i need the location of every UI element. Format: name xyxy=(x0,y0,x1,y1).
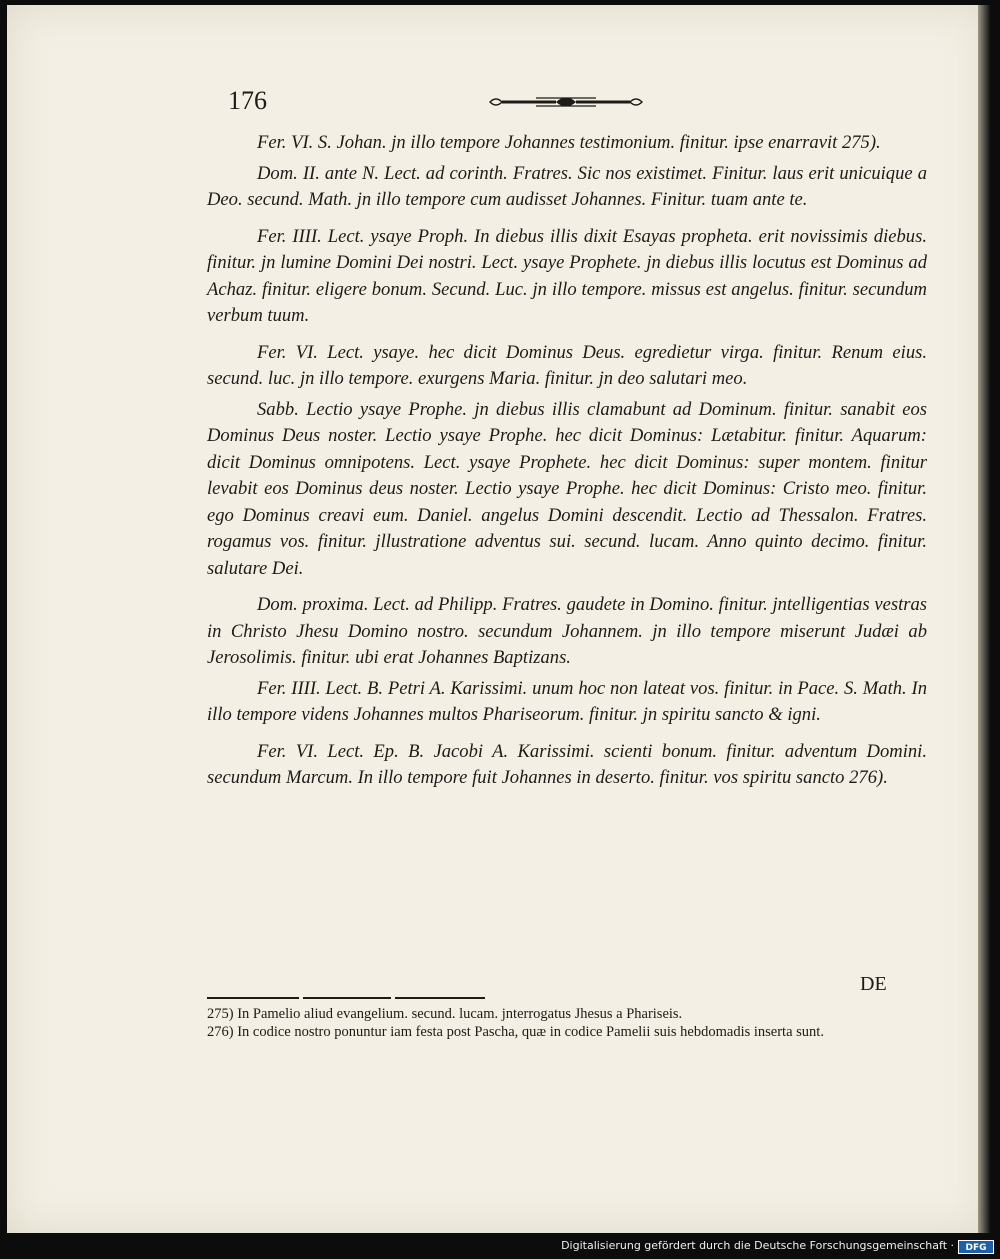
footnote: 275) In Pamelio aliud evangelium. secund. lucam. jnterrogatus Jhesus a Phariseis. xyxy=(207,1006,683,1022)
footnote: 276) In codice nostro ponuntur iam festa post Pascha, quæ in codice Pamelii suis hebdomadis inserta sunt. xyxy=(207,1024,824,1040)
header-ornament-icon xyxy=(486,92,646,112)
catchword: DE xyxy=(860,973,887,995)
footnote-rule xyxy=(207,997,299,999)
paragraph: Dom. proxima. Lect. ad Philipp. Fratres. gaudete in Domino. finitur. jntelligentias vestras in Christo Jhesu Domino nostro. secundum Johannem. jn illo tempore miserunt Judæi ab Jerosolimis. finitur. ubi erat Johannes Baptizans. xyxy=(207,594,927,668)
paragraph: Dom. II. ante N. Lect. ad corinth. Fratres. Sic nos existimet. Finitur. laus erit unicuique a Deo. secund. Math. jn illo tempore cum audisset Johannes. Finitur. tuam ante te. xyxy=(207,162,927,210)
page-edge-shadow xyxy=(978,5,990,1233)
paragraph: Fer. IIII. Lect. ysaye Proph. In diebus illis dixit Esayas propheta. erit novissimis diebus. finitur. jn lumine Domini Dei nostri. Lect. ysaye Prophete. jn diebus illis locutus est Dominus ad Achaz. finitur. eligere bonum. Secund. Luc. jn illo tempore. missus est angelus. finitur. secundum verbum tuum. xyxy=(207,225,927,326)
main-text xyxy=(207,130,927,802)
dfg-logo-icon: DFG xyxy=(958,1240,994,1254)
page-header xyxy=(228,86,908,122)
paragraph: Fer. VI. Lect. ysaye. hec dicit Dominus Deus. egredietur virga. finitur. Renum eius. secund. luc. jn illo tempore. exurgens Maria. finitur. jn deo salutari meo. xyxy=(207,341,927,389)
paragraph: Fer. VI. S. Johan. jn illo tempore Johannes testimonium. finitur. ipse enarravit 275). xyxy=(257,132,881,153)
digitization-credit: Digitalisierung gefördert durch die Deutsche Forschungsgemeinschaft · xyxy=(561,1239,954,1252)
page-number: 176 xyxy=(228,86,267,115)
footnote-rule xyxy=(303,997,391,999)
footnote-rule xyxy=(395,997,485,999)
paragraph: Fer. IIII. Lect. B. Petri A. Karissimi. unum hoc non lateat vos. finitur. in Pace. S. Math. In illo tempore videns Johannes multos Phariseorum. finitur. jn spiritu sancto & igni. xyxy=(207,677,927,725)
paragraph: Sabb. Lectio ysaye Prophe. jn diebus illis clamabunt ad Dominum. finitur. sanabit eos Dominus Deus noster. Lectio ysaye Prophe. hec dicit Dominus: Lætabitur. finitur. Aquarum: dicit Dominus omnipotens. Lect. ysaye Prophete. hec dicit Dominus: super montem. finitur levabit eos Dominus deus noster. Lectio ysaye Prophe. hec dicit Dominus: Cristo meo. finitur. ego Dominus creavi eum. Daniel. angelus Domini descendit. Lectio ad Thessalon. Fratres. rogamus vos. finitur. jllustratione adventus sui. secund. lucam. Anno quinto decimo. finitur. salutare Dei. xyxy=(207,398,927,579)
footnotes xyxy=(207,1005,929,1041)
paragraph: Fer. VI. Lect. Ep. B. Jacobi A. Karissimi. scienti bonum. finitur. adventum Domini. secundum Marcum. In illo tempore fuit Johannes in deserto. finitur. vos spiritu sancto 276). xyxy=(207,740,927,788)
